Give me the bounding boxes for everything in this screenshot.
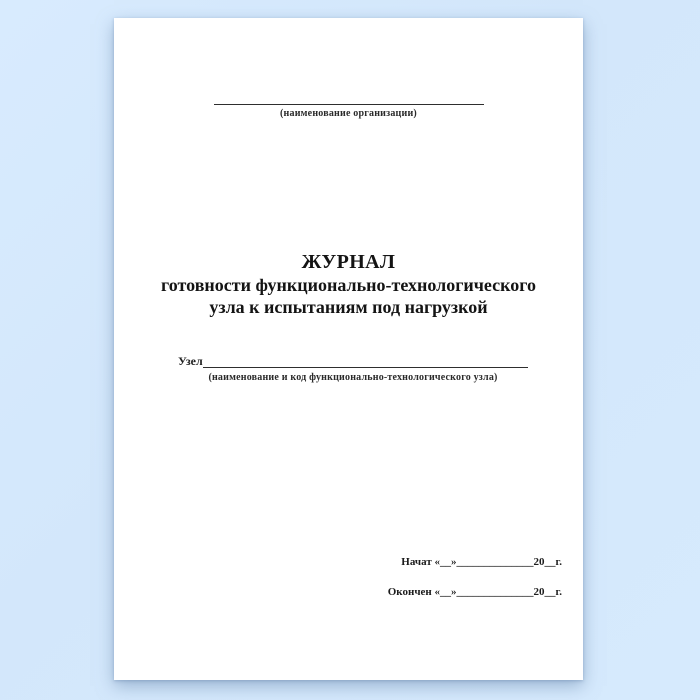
document-title (114, 250, 583, 318)
unit-block (178, 354, 528, 383)
organization-block (114, 94, 583, 119)
unit-caption: (наименование и код функционально-технологического узла) (208, 372, 498, 383)
title-line-3: узла к испытаниям под нагрузкой (209, 297, 488, 317)
title-line-2: готовности функционально-технологического (161, 275, 536, 295)
unit-blank-line (203, 367, 528, 368)
date-finished-row: Окончен «__»______________20__г. (387, 586, 562, 598)
organization-name-caption: (наименование организации) (280, 108, 417, 119)
unit-fill-in-row (178, 354, 528, 369)
organization-name-blank-line (214, 94, 484, 105)
unit-label: Узел (178, 354, 203, 368)
document-cover-page (114, 18, 583, 680)
dates-block (388, 556, 562, 599)
date-started-row: Начат «__»______________20__г. (401, 556, 562, 568)
title-line-journal: ЖУРНАЛ (301, 251, 396, 273)
